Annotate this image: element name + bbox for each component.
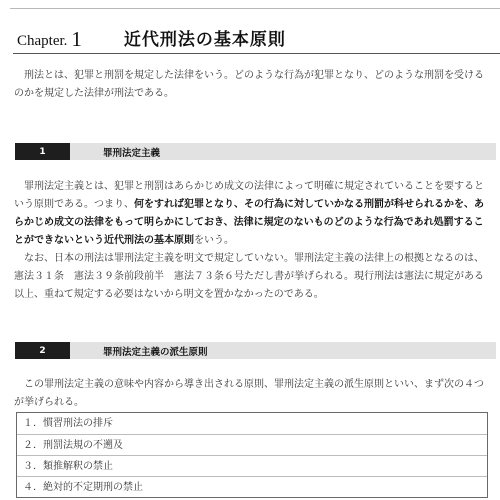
section-1-header — [15, 143, 496, 160]
list-item: ４．絶対的不定期刑の禁止 — [17, 476, 487, 497]
section-2-header — [15, 342, 496, 359]
section-1-para-1-text-b: をいう。 — [194, 235, 234, 246]
section-1-para-1-bold: 何をすれば犯罪となり、その行為に対していかなる刑罰が科せられるかを、あらかじめ成文の法律をもって明らかにしておき、法律に規定のないものどのような行為であれ処罰することができないという近代刑法の基本原則 — [14, 199, 484, 246]
list-item: ２．刑罰法規の不遡及 — [17, 434, 487, 455]
chapter-header — [13, 14, 500, 54]
section-1-paragraph-1 — [14, 178, 486, 250]
header-rule — [10, 8, 500, 9]
chapter-number: 1 — [71, 27, 82, 51]
section-2-title: 罪刑法定主義の派生原則 — [103, 346, 208, 358]
section-1-title: 罪刑法定主義 — [103, 147, 161, 159]
section-1-paragraph-2: なお、日本の刑法は罪刑法定主義を明文で規定していない。罪刑法定主義の法律上の根拠となるのは、憲法３１条 憲法３９条前段前半 憲法７３条６号ただし書が挙げられる。現行刑法は憲法に規定がある以上、重ねて規定する必要はないから明文を置かなかったのである。 — [14, 253, 484, 300]
list-item: １．慣習刑法の排斥 — [23, 418, 113, 429]
section-1-number: 1 — [15, 143, 70, 160]
list-item: ３．類推解釈の禁止 — [17, 455, 487, 476]
chapter-label: Chapter. — [17, 33, 68, 49]
principles-list-box — [16, 412, 488, 498]
intro-paragraph: 刑法とは、犯罪と刑罰を規定した法律をいう。どのような行為が犯罪となり、どのような刑罰を受けるのかを規定した法律が刑法である。 — [14, 70, 484, 99]
section-1-para-1-text-a: 罪刑法定主義とは、犯罪と刑罰はあらかじめ成文の法律によって明確に規定されていることを要するという原則である。つまり、 — [14, 181, 484, 210]
chapter-title: 近代刑法の基本原則 — [123, 30, 286, 50]
section-2-number: 2 — [15, 342, 70, 359]
section-2-paragraph: この罪刑法定主義の意味や内容から導き出される原則、罪刑法定主義の派生原則といい、まず次の４つが挙げられる。 — [14, 379, 484, 408]
